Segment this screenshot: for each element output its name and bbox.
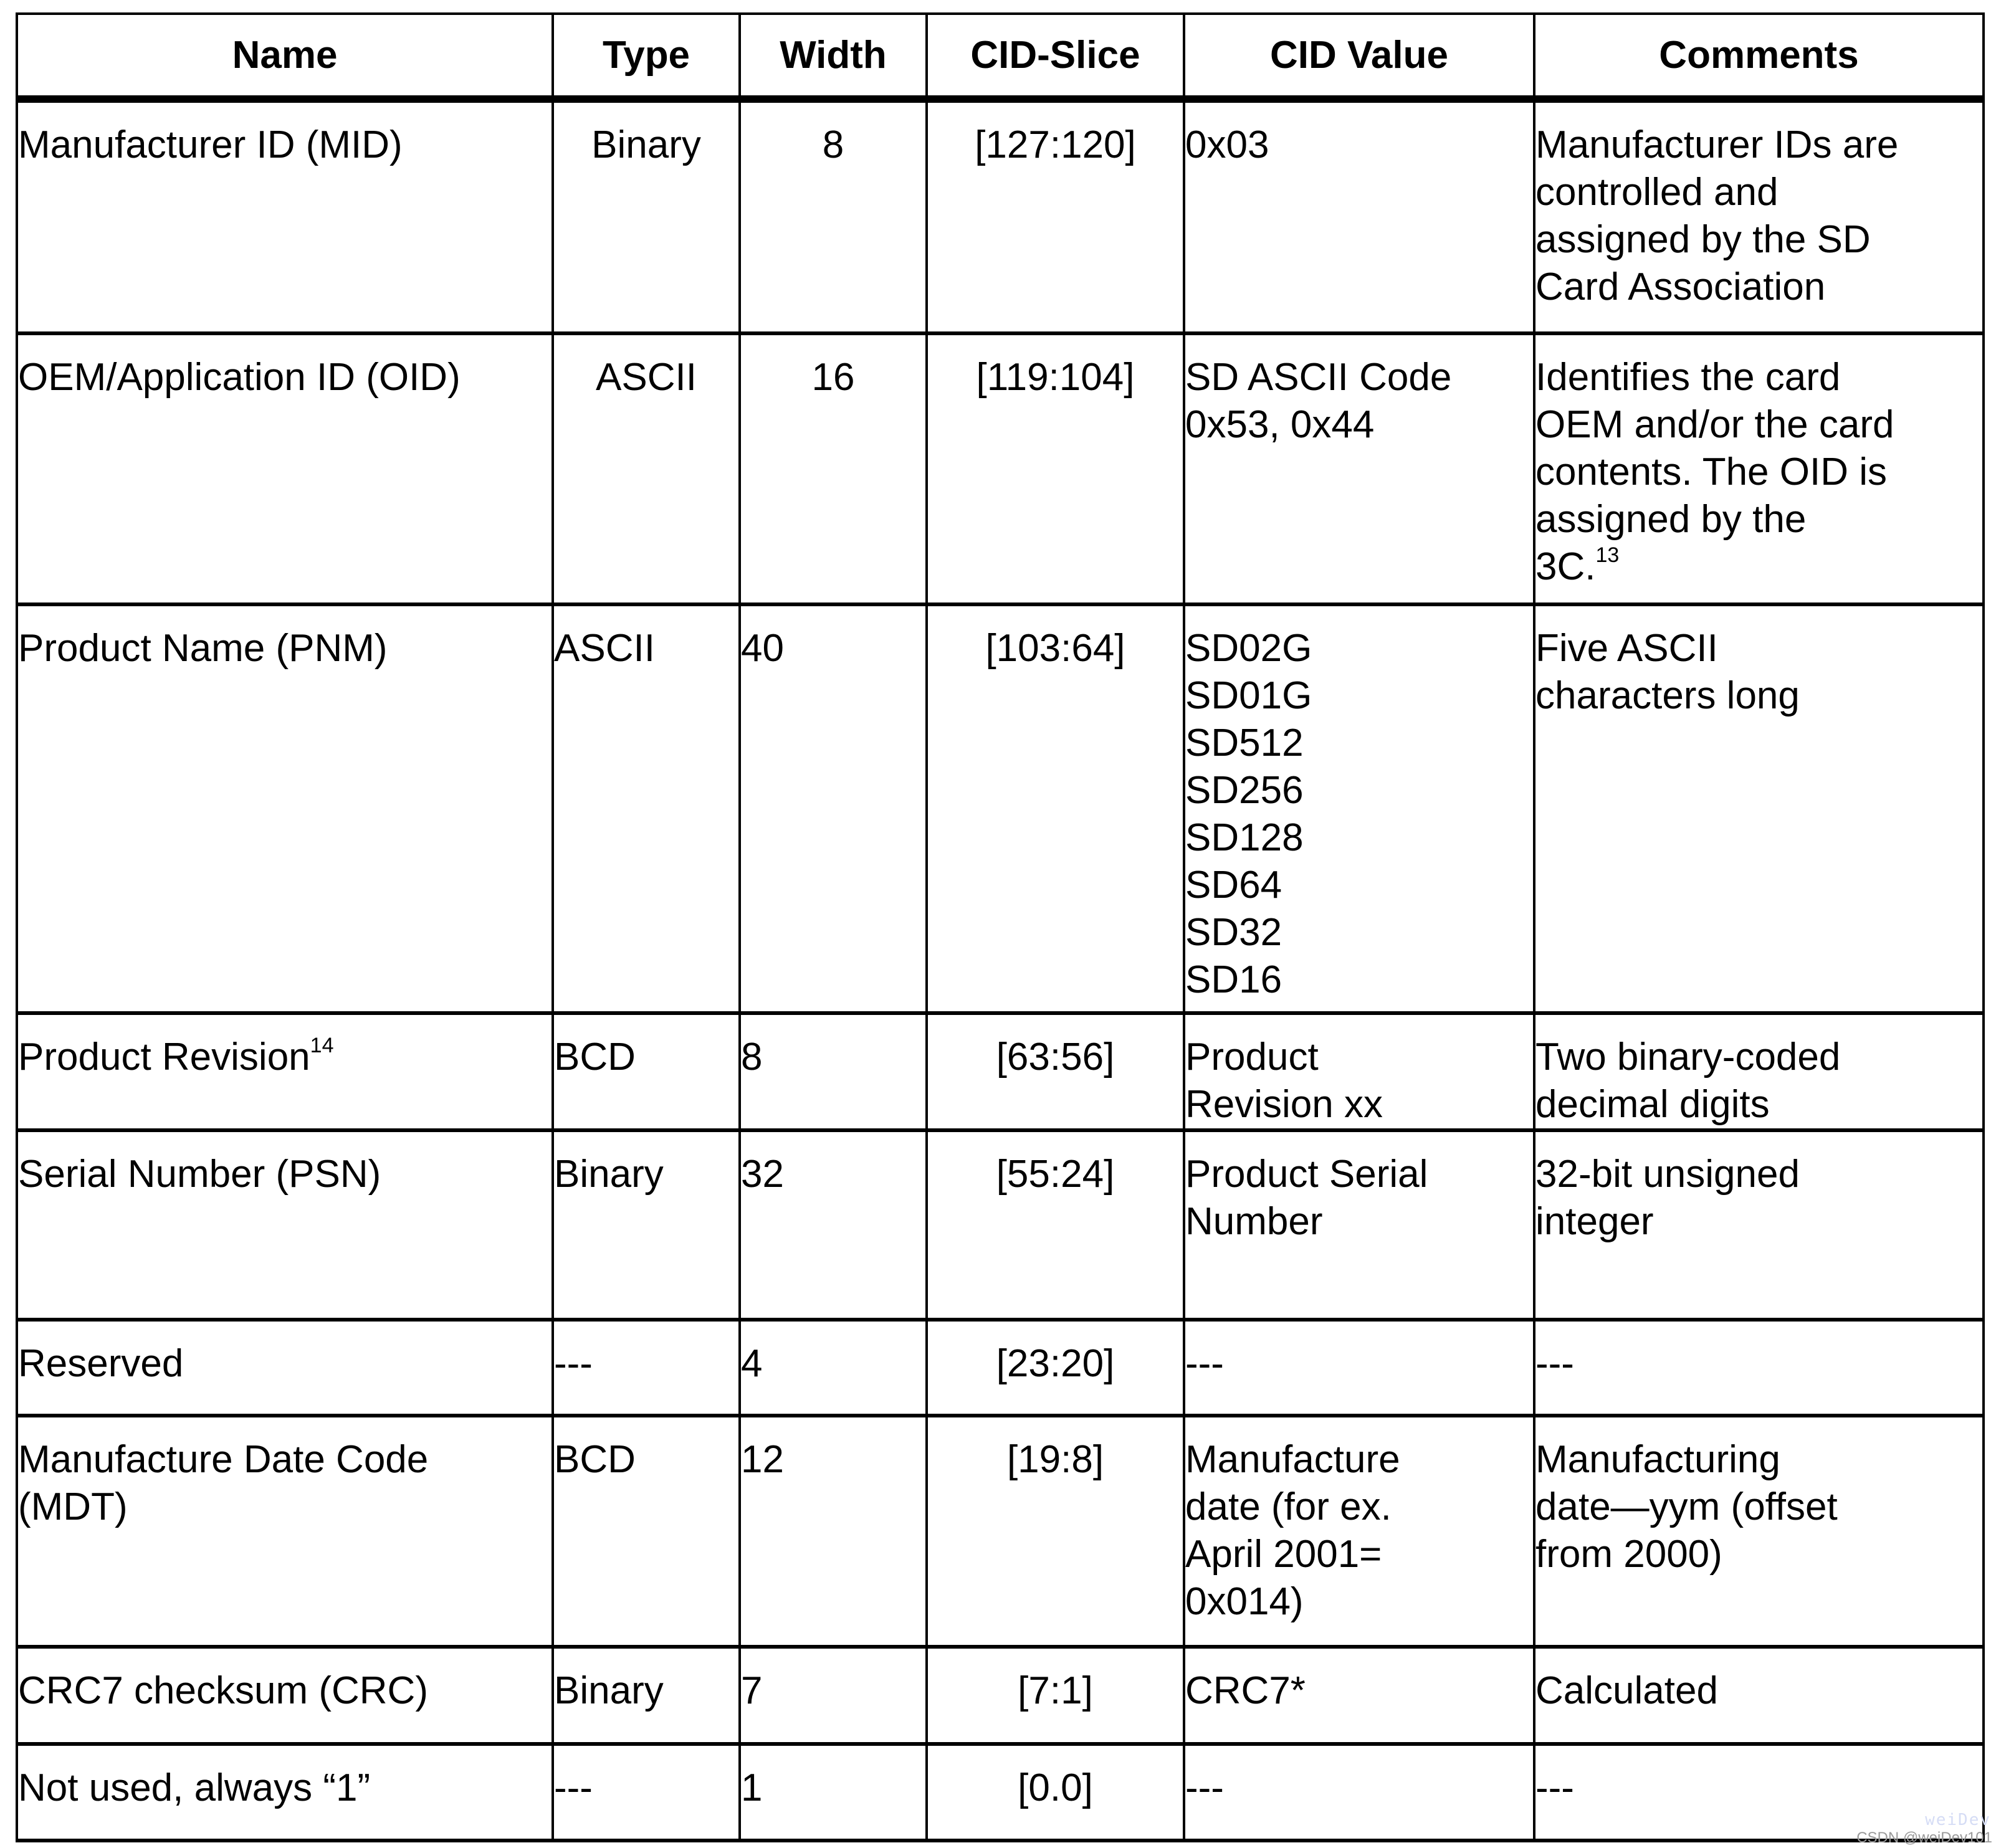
cell-cid-value: --- bbox=[1184, 1744, 1534, 1841]
footnote-ref: 13 bbox=[1595, 543, 1620, 567]
table-row bbox=[17, 1744, 1984, 1841]
cell-type: --- bbox=[553, 1320, 740, 1416]
cell-name: Serial Number (PSN) bbox=[17, 1130, 553, 1320]
cell-width: 12 bbox=[740, 1416, 927, 1647]
header-row bbox=[17, 14, 1984, 99]
table-row bbox=[17, 1320, 1984, 1416]
cell-comments: Calculated bbox=[1534, 1647, 1984, 1744]
cell-type: ASCII bbox=[553, 604, 740, 1013]
cell-cid-slice: [127:120] bbox=[927, 99, 1184, 333]
cell-comments: Two binary-coded decimal digits bbox=[1534, 1013, 1984, 1130]
cell-cid-slice: [119:104] bbox=[927, 333, 1184, 604]
cell-type: BCD bbox=[553, 1013, 740, 1130]
cell-cid-value: SD02G SD01G SD512 SD256 SD128 SD64 SD32 SD16 bbox=[1184, 604, 1534, 1013]
cell-comments: Five ASCII characters long bbox=[1534, 604, 1984, 1013]
cell-name: CRC7 checksum (CRC) bbox=[17, 1647, 553, 1744]
cell-comments: --- bbox=[1534, 1744, 1984, 1841]
cell-cid-slice: [63:56] bbox=[927, 1013, 1184, 1130]
table-row bbox=[17, 333, 1984, 604]
cell-cid-value: Product Serial Number bbox=[1184, 1130, 1534, 1320]
cell-name: Not used, always “1” bbox=[17, 1744, 553, 1841]
table-row bbox=[17, 1416, 1984, 1647]
cell-cid-slice: [19:8] bbox=[927, 1416, 1184, 1647]
table-row bbox=[17, 1647, 1984, 1744]
header-cid-slice: CID-Slice bbox=[927, 14, 1184, 99]
cell-comments: --- bbox=[1534, 1320, 1984, 1416]
cell-type: Binary bbox=[553, 99, 740, 333]
cell-width: 8 bbox=[740, 99, 927, 333]
table-row bbox=[17, 99, 1984, 333]
cid-register-table bbox=[16, 12, 1985, 1842]
cell-cid-slice: [103:64] bbox=[927, 604, 1184, 1013]
cell-cid-value: Manufacture date (for ex. April 2001= 0x014) bbox=[1184, 1416, 1534, 1647]
cell-cid-value: 0x03 bbox=[1184, 99, 1534, 333]
header-cid-value: CID Value bbox=[1184, 14, 1534, 99]
cell-name: Reserved bbox=[17, 1320, 553, 1416]
cell-width: 7 bbox=[740, 1647, 927, 1744]
cell-name: Manufacture Date Code (MDT) bbox=[17, 1416, 553, 1647]
cell-width: 32 bbox=[740, 1130, 927, 1320]
cell-cid-value: CRC7* bbox=[1184, 1647, 1534, 1744]
cell-type: Binary bbox=[553, 1647, 740, 1744]
cell-comments: Manufacturer IDs are controlled and assigned by the SD Card Association bbox=[1534, 99, 1984, 333]
header-comments: Comments bbox=[1534, 14, 1984, 99]
cell-name: Product Name (PNM) bbox=[17, 604, 553, 1013]
table-row bbox=[17, 604, 1984, 1013]
cell-width: 4 bbox=[740, 1320, 927, 1416]
cell-name: Product Revision$^{14}$ bbox=[17, 1013, 553, 1130]
cell-cid-slice: [0.0] bbox=[927, 1744, 1184, 1841]
cell-type: ASCII bbox=[553, 333, 740, 604]
cell-name: OEM/Application ID (OID) bbox=[17, 333, 553, 604]
table-row bbox=[17, 1130, 1984, 1320]
cell-name: Manufacturer ID (MID) bbox=[17, 99, 553, 333]
cell-width: 16 bbox=[740, 333, 927, 604]
cell-cid-value: SD ASCII Code 0x53, 0x44 bbox=[1184, 333, 1534, 604]
footnote-ref: 14 bbox=[310, 1034, 334, 1057]
cell-comments: 32-bit unsigned integer bbox=[1534, 1130, 1984, 1320]
cell-width: 1 bbox=[740, 1744, 927, 1841]
header-type: Type bbox=[553, 14, 740, 99]
cell-comments: Manufacturing date—yym (offset from 2000) bbox=[1534, 1416, 1984, 1647]
cell-type: BCD bbox=[553, 1416, 740, 1647]
cell-cid-value: --- bbox=[1184, 1320, 1534, 1416]
cell-cid-slice: [7:1] bbox=[927, 1647, 1184, 1744]
cell-comments: Identifies the card OEM and/or the card contents. The OID is assigned by the 3C.$^{13}$ bbox=[1534, 333, 1984, 604]
header-name: Name bbox=[17, 14, 553, 99]
watermark-credit: CSDN @weiDev101 bbox=[1856, 1829, 1992, 1846]
cell-cid-value: Product Revision xx bbox=[1184, 1013, 1534, 1130]
header-width: Width bbox=[740, 14, 927, 99]
cell-width: 8 bbox=[740, 1013, 927, 1130]
cell-type: --- bbox=[553, 1744, 740, 1841]
cell-cid-slice: [23:20] bbox=[927, 1320, 1184, 1416]
cell-width: 40 bbox=[740, 604, 927, 1013]
table-row bbox=[17, 1013, 1984, 1130]
cell-type: Binary bbox=[553, 1130, 740, 1320]
cell-cid-slice: [55:24] bbox=[927, 1130, 1184, 1320]
watermark-faint: weiDev bbox=[1925, 1811, 1991, 1829]
